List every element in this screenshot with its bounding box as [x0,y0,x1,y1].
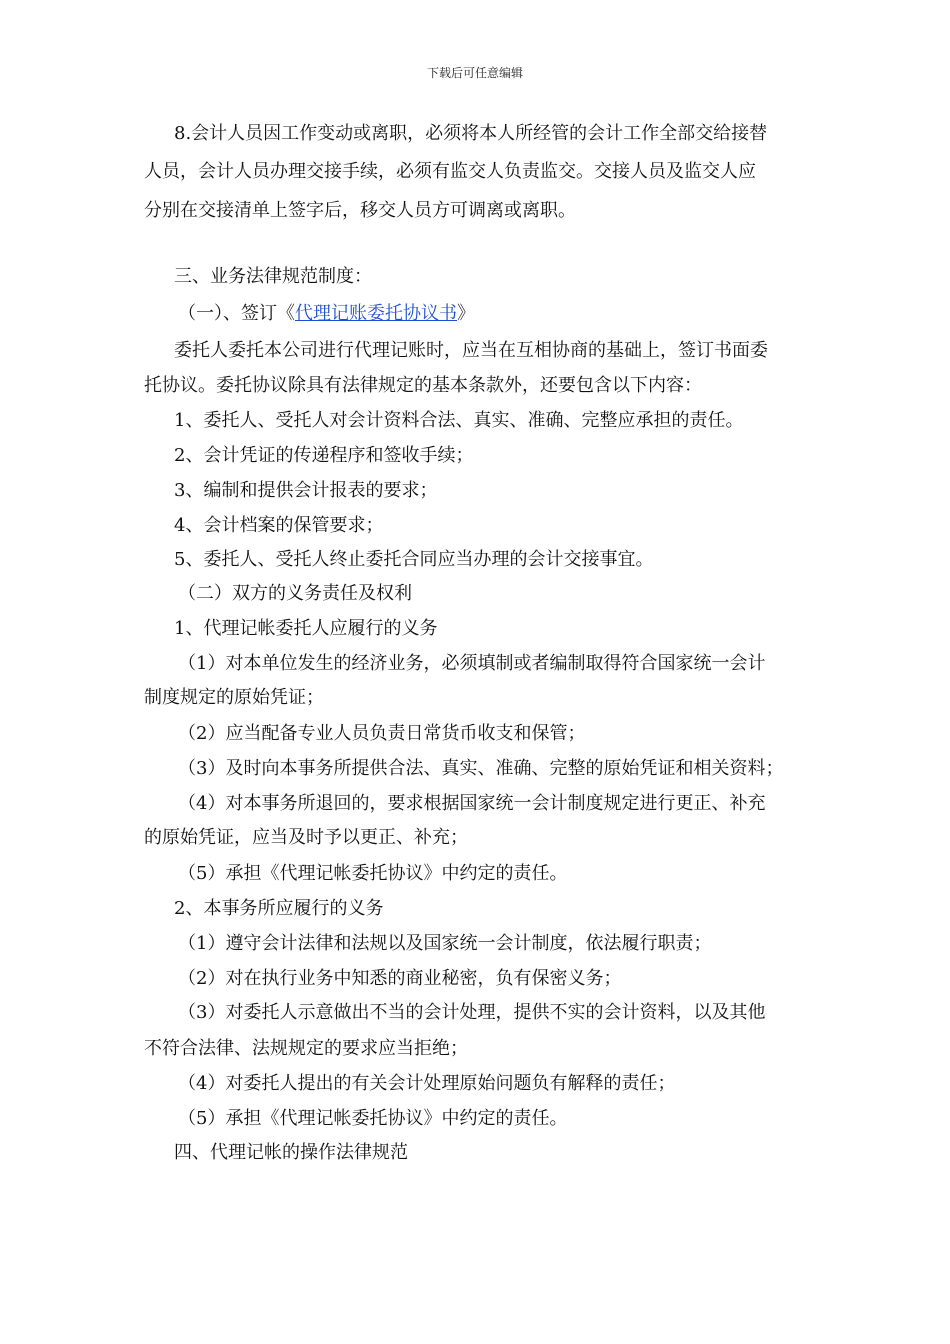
subsection-heading [178,302,475,326]
subsection-prefix: （一）、签订《 [178,303,295,324]
list-item: （2）应当配备专业人员负责日常货币收支和保管； [178,723,586,744]
section-heading: 三、业务法律规范制度： [174,266,372,287]
list-item: 1、代理记帐委托人应履行的义务 [174,618,438,639]
list-item: （4）对本事务所退回的，要求根据国家统一会计制度规定进行更正、补充 [178,793,766,814]
paragraph-line: 8.会计人员因工作变动或离职，必须将本人所经管的会计工作全部交给接替 [174,123,768,144]
list-item: （3）对委托人示意做出不当的会计处理，提供不实的会计资料，以及其他 [178,1002,766,1023]
paragraph-line: 分别在交接清单上签字后，移交人员方可调离或离职。 [144,200,576,221]
list-item: （5）承担《代理记帐委托协议》中约定的责任。 [178,1108,568,1129]
list-item: 2、本事务所应履行的义务 [174,898,384,919]
list-item: 1、委托人、受托人对会计资料合法、真实、准确、完整应承担的责任。 [174,410,744,431]
list-item: （1）对本单位发生的经济业务，必须填制或者编制取得符合国家统一会计 [178,653,766,674]
paragraph-line: 委托人委托本公司进行代理记账时，应当在互相协商的基础上，签订书面委 [174,340,768,361]
list-item: （2）对在执行业务中知悉的商业秘密，负有保密义务； [178,968,622,989]
list-item: 3、编制和提供会计报表的要求； [174,480,438,501]
list-item: 4、会计档案的保管要求； [174,515,384,536]
page-header-note: 下载后可任意编辑 [426,66,523,80]
paragraph-line: 托协议。委托协议除具有法律规定的基本条款外，还要包含以下内容： [144,375,702,396]
list-item: 2、会计凭证的传递程序和签收手续； [174,445,474,466]
list-item: （4）对委托人提出的有关会计处理原始问题负有解释的责任； [178,1073,676,1094]
paragraph-line: 的原始凭证，应当及时予以更正、补充； [144,827,468,848]
subsection-heading: （二）双方的义务责任及权利 [178,583,412,604]
list-item: 5、委托人、受托人终止委托合同应当办理的会计交接事宜。 [174,549,654,570]
paragraph-line: 人员，会计人员办理交接手续，必须有监交人负责监交。交接人员及监交人应 [144,161,756,182]
list-item: （3）及时向本事务所提供合法、真实、准确、完整的原始凭证和相关资料； [178,758,784,779]
subsection-suffix: 》 [457,303,475,324]
list-item: （5）承担《代理记帐委托协议》中约定的责任。 [178,863,568,884]
list-item: （1）遵守会计法律和法规以及国家统一会计制度，依法履行职责； [178,933,712,954]
paragraph-line: 不符合法律、法规规定的要求应当拒绝； [144,1038,468,1059]
section-heading: 四、代理记帐的操作法律规范 [174,1142,408,1163]
paragraph-line: 制度规定的原始凭证； [144,687,324,708]
agreement-link[interactable]: 代理记账委托协议书 [295,303,457,324]
